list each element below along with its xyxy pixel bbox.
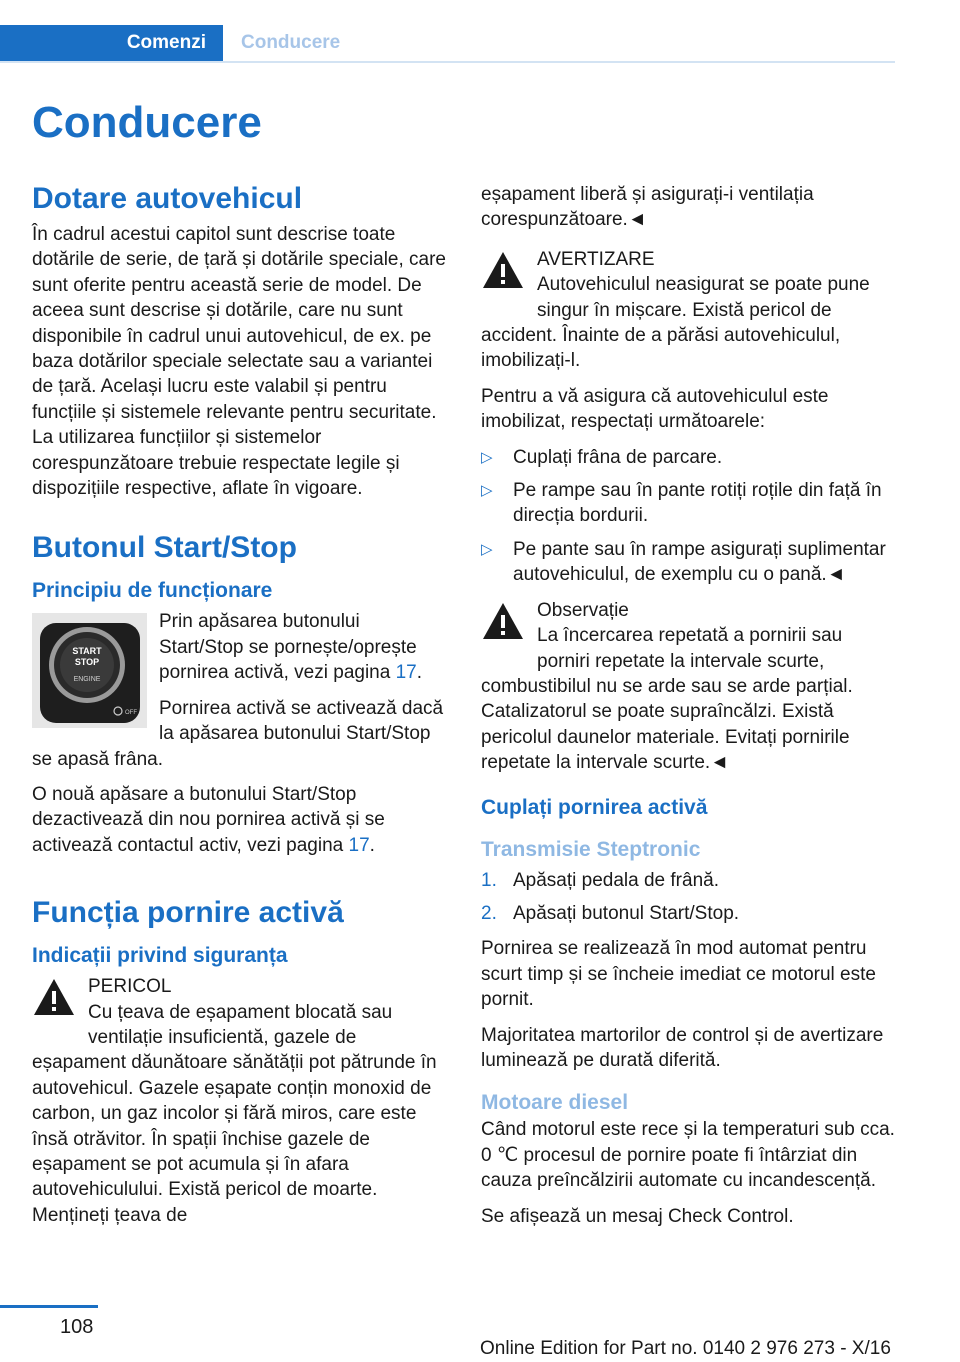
footer-rule [0,1305,98,1308]
warning-avertizare [481,247,897,374]
bullet-marker: ▷ [481,482,493,500]
paragraph-steptronic-1: Pornirea se realizează în mod automat pentru scurt timp și se încheie imediat ce motorul este pornit. [481,938,876,1011]
steps-list [481,868,897,927]
warning-text: Autovehiculul neasigurat se poate pune singur în mișcare. Există pericol de accident. Înainte de a părăsi autovehiculul, imobilizați-l. [481,274,870,372]
tab-comenzi[interactable] [0,25,223,61]
list-item: 1. Apăsați pedala de frână. [481,869,719,891]
edition-text: Online Edition for Part no. 0140 2 976 273 - X/16 [480,1338,891,1359]
warning-text: La încercarea repetată a pornirii sau porniri repetate la intervale scurte, combustibilul nu se arde sau se arde parțial. Catalizatorul se poate supraîncălzi. Există pericolul daunelor materiale. Evitați pornirile repetate la intervale scurte.◄ [481,625,853,774]
warning-label: Observație [537,599,629,621]
list-item: ▷ Pe rampe sau în pante rotiți roțile din față în direcția bordurii. [481,480,882,527]
subsection-title-cuplati: Cuplați pornirea activă [481,795,708,819]
section-title-dotare: Dotare autovehicul [32,182,303,215]
paragraph-principiu-1: Prin apăsarea butonului Start/Stop se pornește/oprește pornirea activă, vezi pagina 17. [159,611,423,684]
tab-conducere-label: Conducere [241,32,341,53]
list-item: ▷ Cuplați frâna de parcare. [481,445,897,470]
warning-triangle-icon [481,250,525,294]
bullet-marker: ▷ [481,448,493,466]
list-item: 2. Apăsați butonul Start/Stop. [481,902,740,924]
warning-triangle-icon [481,601,525,645]
paragraph-steptronic-2: Majoritatea martorilor de control și de avertizare luminează pe durată diferită. [481,1024,884,1071]
subsection-title-steptronic: Transmisie Steptronic [481,837,701,861]
warning-label: AVERTIZARE [537,248,655,270]
tab-conducere[interactable] [223,25,423,61]
bullet-list [481,445,897,588]
section-title-start-stop: Butonul Start/Stop [32,531,297,565]
page-link-17-a[interactable]: 17 [395,662,417,684]
warning-triangle-icon [32,977,76,1021]
off-label: OFF [125,710,137,717]
paragraph-diesel-2: Se afișează un mesaj Check Control. [481,1205,794,1227]
section-title-pornire-activa: Funcția pornire activă [32,896,344,930]
paragraph-principiu-3: O nouă apăsare a butonului Start/Stop dezactivează din nou pornirea activă și se activează contactul activ, vezi pagina 17. [32,783,385,856]
paragraph-diesel-1: Când motorul este rece și la temperaturi sub cca. 0 ℃ procesul de pornire poate fi întârziat din cauza preîncălzirii automate cu incandescență. [481,1119,895,1192]
page-title: Conducere [32,98,262,147]
left-column [32,182,448,1238]
paragraph-principiu-2: Pornirea activă se activează dacă la apăsarea butonului Start/Stop se apasă frâna. [32,697,444,770]
subsection-title-siguranta: Indicații privind siguranța [32,944,288,968]
warning-label: PERICOL [88,976,172,998]
start-stop-button-image [32,613,147,728]
warning-observatie [481,598,897,776]
right-column [481,182,897,1239]
button-text-start: START [72,646,102,657]
page-number: 108 [60,1316,94,1338]
paragraph-intro: Pentru a vă asigura că autovehiculul este imobilizat, respectați următoarele: [481,385,829,433]
warning-pericol [32,974,448,1228]
list-item: ▷ Pe pante sau în rampe asigurați suplimentar autovehiculul, de exemplu cu o pană.◄ [481,538,886,586]
paragraph-dotare: În cadrul acestui capitol sunt descrise toate dotările de serie, de țară și dotările speciale, care sunt oferite pentru această serie de model. De aceea sunt descrise și dotările, care nu sunt disponibile în cadrul unui autovehicul, de ex. pe baza dotărilor speciale selectate sau a variantei de țară. Același lucru este valabil și pentru funcțiile și sistemele relevante pentru securitate. La utilizarea funcțiilor și sistemelor corespunzătoare trebuie respectate legile și dispozițiile respective, aflate în vigoare. [32,224,447,500]
bullet-marker: ▷ [481,540,493,558]
tab-comenzi-label: Comenzi [126,32,206,53]
warning-text: Cu țeava de eșapament blocată sau ventilație insuficientă, gazele de eșapament dăunătoare sănătății pot pătrunde în autovehicul. Gazele eșapate conțin monoxid de carbon, un gaz incolor și fără miros, care este însă otrăvitor. În spații închise gazele de eșapament se pot acumula și în afara autovehiculului. Există pericol de moarte. Mențineți țeava de [32,1001,437,1226]
subsection-title-diesel: Motoare diesel [481,1091,629,1115]
button-text-engine: ENGINE [73,676,101,684]
subsection-title-principiu: Principiu de funcționare [32,579,273,603]
button-text-stop: STOP [74,657,100,668]
header-tabbar [0,25,895,63]
continued-text: eșapament liberă și asigurați-i ventilația corespunzătoare.◄ [481,184,814,231]
page-link-17-b[interactable]: 17 [348,834,370,856]
